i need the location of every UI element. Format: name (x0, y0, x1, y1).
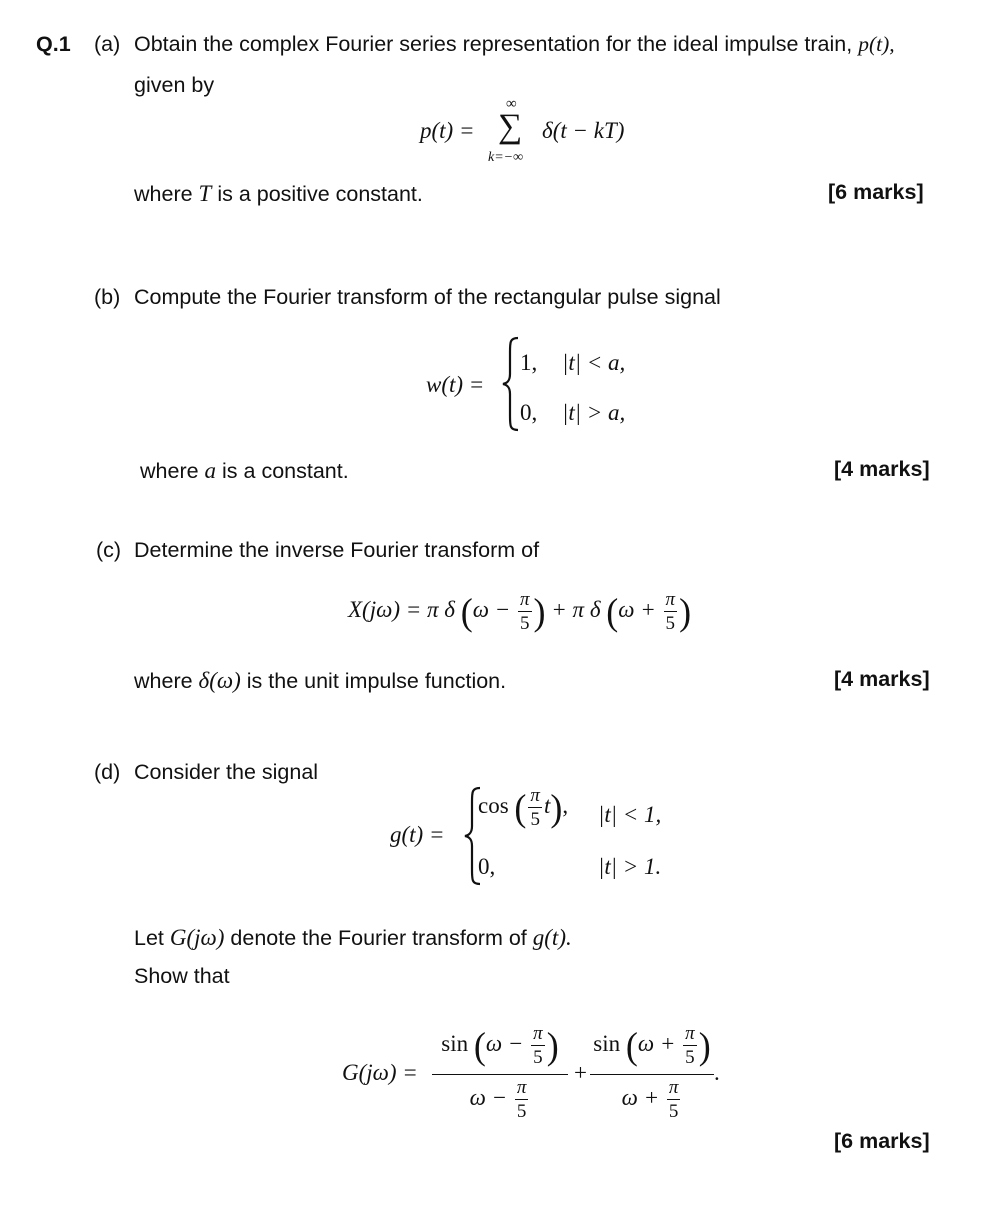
eq-b-case2-val: 0, (520, 400, 538, 425)
part-c-text: Determine the inverse Fourier transform of (134, 538, 540, 562)
eq2-frac-2-den-den: 5 (668, 1101, 679, 1122)
part-d-let-var2: g(t). (532, 925, 572, 950)
eq2-frac-2-den-num: π (668, 1077, 679, 1098)
eq-d-comma: , (562, 792, 569, 818)
eq2-frac-1-den (432, 1078, 568, 1121)
eq2-frac-1 (432, 1020, 568, 1124)
part-c-where-pre: where (134, 669, 199, 693)
part-a-text (134, 32, 895, 58)
inverse-ft-equation (348, 590, 691, 633)
g-ft-result-equation (342, 1020, 742, 1130)
question-number: Q.1 (36, 32, 71, 56)
part-c-label: (c) (96, 538, 122, 562)
eq2-frac-1-num (432, 1024, 568, 1067)
eq-c-frac-1-num: π (520, 589, 530, 610)
part-b-where-post: is a constant. (216, 459, 349, 483)
eq-c-paren-close-1: ) (533, 590, 546, 633)
eq2-frac-2-paren-close: ) (698, 1024, 711, 1067)
part-d-let-var1: G(jω) (169, 925, 225, 950)
part-d-let-pre: Let (134, 926, 170, 950)
eq-c-plus: + π δ (551, 596, 601, 622)
eq-a-body: δ(t − kT) (542, 118, 625, 143)
part-b-where-var: a (204, 458, 217, 483)
part-a-where-post: is a positive constant. (211, 182, 423, 206)
eq-d-cos: cos (478, 792, 509, 818)
eq-c-frac-2 (664, 590, 678, 633)
eq-d-t: t (543, 792, 551, 818)
part-d-let (134, 924, 572, 952)
part-a-marks: [6 marks] (828, 180, 924, 204)
eq2-frac-2-bar (590, 1074, 714, 1075)
eq-d-paren-open: ( (514, 786, 527, 829)
eq-c-paren-open-1: ( (460, 590, 473, 633)
eq2-frac-1-bar (432, 1074, 568, 1075)
eq2-frac-2-den-w: ω + (621, 1084, 660, 1110)
cos-pulse-equation (390, 784, 690, 888)
eq-c-mid1: ω − (472, 596, 511, 622)
eq-a-sum-bottom: k=−∞ (488, 150, 524, 165)
eq-d-frac-den: 5 (530, 809, 540, 830)
eq-b-case2-cond: |t| > a, (562, 400, 626, 425)
part-a-text-main: Obtain the complex Fourier series representation for the ideal impulse train, (134, 32, 859, 56)
part-c-where-post: is the unit impulse function. (240, 669, 507, 693)
impulse-train-equation (420, 98, 660, 168)
eq-c-lhs: X(jω) = π δ (348, 596, 455, 622)
eq-b-brace (500, 334, 522, 434)
eq2-frac-2-den-frac (667, 1078, 681, 1121)
eq-d-case1-cond: |t| < 1, (598, 802, 662, 827)
eq-a-sum-top: ∞ (506, 96, 517, 112)
eq2-frac-2-den (590, 1078, 714, 1121)
eq2-frac-2 (590, 1020, 714, 1124)
part-c-where-var: δ(ω) (198, 668, 241, 693)
part-b-where (140, 457, 349, 485)
part-d-text: Consider the signal (134, 760, 319, 784)
eq2-lhs: G(jω) = (342, 1060, 418, 1085)
eq-c-paren-close-2: ) (679, 590, 692, 633)
part-d-show: Show that (134, 964, 230, 988)
part-d-marks: [6 marks] (834, 1129, 930, 1153)
part-b-label: (b) (94, 285, 121, 309)
part-d-let-mid: denote the Fourier transform of (224, 926, 533, 950)
part-a-text-math: p(t), (858, 32, 895, 56)
eq2-frac-1-den-den: 5 (516, 1101, 527, 1122)
eq2-frac-2-inner-den: 5 (685, 1047, 695, 1068)
eq-a-lhs: p(t) = (420, 118, 475, 143)
eq2-plus: + (574, 1060, 587, 1085)
eq-d-case1 (478, 786, 568, 829)
eq2-frac-1-den-w: ω − (469, 1084, 508, 1110)
eq2-frac-1-den-num: π (516, 1077, 527, 1098)
eq2-frac-1-w: ω − (485, 1030, 524, 1056)
eq-d-lhs: g(t) = (390, 822, 445, 847)
eq2-period: . (714, 1060, 720, 1085)
part-c-where (134, 667, 506, 695)
eq-b-case1-val: 1, (520, 350, 538, 375)
eq-c-mid2: ω + (618, 596, 656, 622)
eq-c-frac-1 (518, 590, 532, 633)
eq2-frac-2-w: ω + (637, 1030, 676, 1056)
part-c-marks: [4 marks] (834, 667, 930, 691)
eq-c-frac-2-num: π (665, 589, 676, 610)
eq-b-lhs: w(t) = (426, 372, 485, 397)
eq2-frac-1-sin: sin (441, 1030, 469, 1056)
eq2-frac-1-paren-open: ( (473, 1024, 486, 1067)
part-b-where-pre: where (140, 459, 205, 483)
eq-c-frac-2-den: 5 (665, 613, 676, 634)
eq-c-frac-1-den: 5 (520, 613, 530, 634)
eq2-frac-1-inner-num: π (533, 1023, 543, 1044)
part-a-where (134, 180, 423, 208)
part-b-text: Compute the Fourier transform of the rectangular pulse signal (134, 285, 721, 309)
eq2-frac-1-den-frac (515, 1078, 529, 1121)
eq-d-frac-num: π (530, 785, 540, 806)
eq2-frac-2-inner (683, 1024, 697, 1067)
part-a-text-cont: given by (134, 73, 215, 97)
eq-c-paren-open-2: ( (606, 590, 619, 633)
eq-d-case2-val: 0, (478, 854, 496, 879)
part-b-marks: [4 marks] (834, 457, 930, 481)
part-a-where-var: T (198, 181, 212, 206)
rect-pulse-equation (426, 334, 666, 434)
eq2-frac-2-num (590, 1024, 714, 1067)
eq2-frac-1-paren-close: ) (546, 1024, 559, 1067)
eq2-frac-1-inner (531, 1024, 545, 1067)
eq-d-frac (528, 786, 542, 829)
part-a-label: (a) (94, 32, 121, 56)
part-d-label: (d) (94, 760, 121, 784)
eq2-frac-2-paren-open: ( (625, 1024, 638, 1067)
eq2-frac-2-inner-num: π (685, 1023, 695, 1044)
part-a-where-pre: where (134, 182, 199, 206)
eq2-frac-2-sin: sin (593, 1030, 621, 1056)
eq-b-case1-cond: |t| < a, (562, 350, 626, 375)
eq-d-case2-cond: |t| > 1. (598, 854, 662, 879)
eq-d-paren-close: ) (550, 786, 563, 829)
eq2-frac-1-inner-den: 5 (533, 1047, 543, 1068)
eq-a-sum-symbol: ∑ (498, 108, 523, 145)
